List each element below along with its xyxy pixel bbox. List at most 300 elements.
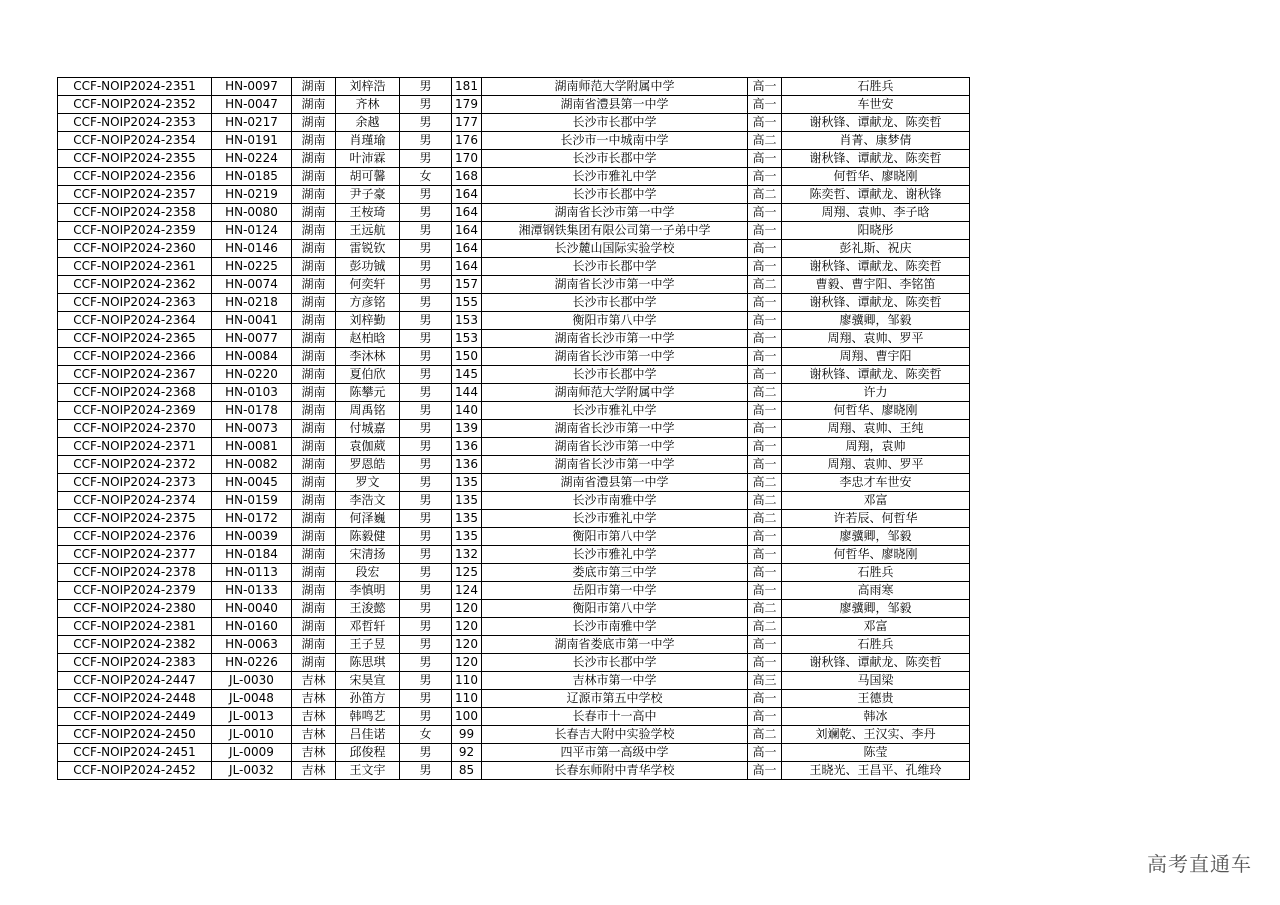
province-cell: 湖南 [292, 510, 336, 528]
province-cell: 湖南 [292, 420, 336, 438]
school-cell: 长沙市长郡中学 [482, 258, 748, 276]
gender-cell: 男 [400, 708, 452, 726]
province-cell: 湖南 [292, 600, 336, 618]
school-cell: 湖南省澧县第一中学 [482, 474, 748, 492]
school-cell: 长沙市长郡中学 [482, 150, 748, 168]
school-cell: 岳阳市第一中学 [482, 582, 748, 600]
contestant-id-cell: HN-0146 [212, 240, 292, 258]
coach-cell: 王晓光、王昌平、孔维玲 [782, 762, 970, 780]
score-cell: 135 [452, 528, 482, 546]
school-cell: 长沙市长郡中学 [482, 294, 748, 312]
school-cell: 衡阳市第八中学 [482, 312, 748, 330]
school-cell: 四平市第一高级中学 [482, 744, 748, 762]
school-cell: 湖南省长沙市第一中学 [482, 438, 748, 456]
school-cell: 长沙市雅礼中学 [482, 402, 748, 420]
contestant-id-cell: HN-0040 [212, 600, 292, 618]
score-cell: 85 [452, 762, 482, 780]
table-row [58, 402, 970, 420]
contestant-id-cell: HN-0081 [212, 438, 292, 456]
cert-id-cell: CCF-NOIP2024-2375 [58, 510, 212, 528]
watermark-text: 高考直通车 [1147, 852, 1252, 876]
gender-cell: 男 [400, 204, 452, 222]
coach-cell: 许力 [782, 384, 970, 402]
coach-cell: 周翔、袁帅、罗平 [782, 330, 970, 348]
score-cell: 164 [452, 222, 482, 240]
coach-cell: 韩冰 [782, 708, 970, 726]
gender-cell: 男 [400, 222, 452, 240]
contestant-id-cell: HN-0103 [212, 384, 292, 402]
contestant-id-cell: HN-0047 [212, 96, 292, 114]
table-row [58, 384, 970, 402]
cert-id-cell: CCF-NOIP2024-2377 [58, 546, 212, 564]
coach-cell: 曹毅、曹宇阳、李铭笛 [782, 276, 970, 294]
cert-id-cell: CCF-NOIP2024-2363 [58, 294, 212, 312]
province-cell: 湖南 [292, 528, 336, 546]
name-cell: 吕佳诺 [336, 726, 400, 744]
gender-cell: 男 [400, 690, 452, 708]
score-cell: 145 [452, 366, 482, 384]
school-cell: 湖南省长沙市第一中学 [482, 276, 748, 294]
score-cell: 100 [452, 708, 482, 726]
name-cell: 周禹铭 [336, 402, 400, 420]
coach-cell: 周翔、曹宇阳 [782, 348, 970, 366]
school-cell: 长沙市长郡中学 [482, 654, 748, 672]
gender-cell: 男 [400, 762, 452, 780]
contestant-id-cell: HN-0160 [212, 618, 292, 636]
school-cell: 湖南省澧县第一中学 [482, 96, 748, 114]
cert-id-cell: CCF-NOIP2024-2380 [58, 600, 212, 618]
name-cell: 陈攀元 [336, 384, 400, 402]
grade-cell: 高一 [748, 438, 782, 456]
grade-cell: 高二 [748, 276, 782, 294]
table-row [58, 330, 970, 348]
score-cell: 120 [452, 636, 482, 654]
school-cell: 娄底市第三中学 [482, 564, 748, 582]
grade-cell: 高一 [748, 96, 782, 114]
table-row [58, 744, 970, 762]
province-cell: 湖南 [292, 312, 336, 330]
score-cell: 99 [452, 726, 482, 744]
gender-cell: 男 [400, 132, 452, 150]
grade-cell: 高一 [748, 258, 782, 276]
coach-cell: 何哲华、廖晓刚 [782, 546, 970, 564]
contestant-id-cell: JL-0032 [212, 762, 292, 780]
gender-cell: 男 [400, 78, 452, 96]
contestant-id-cell: HN-0184 [212, 546, 292, 564]
gender-cell: 男 [400, 420, 452, 438]
table-row [58, 600, 970, 618]
gender-cell: 女 [400, 168, 452, 186]
score-cell: 181 [452, 78, 482, 96]
grade-cell: 高二 [748, 618, 782, 636]
province-cell: 吉林 [292, 762, 336, 780]
table-row [58, 654, 970, 672]
coach-cell: 石胜兵 [782, 78, 970, 96]
table-row [58, 438, 970, 456]
contestant-id-cell: HN-0225 [212, 258, 292, 276]
contestant-id-cell: HN-0224 [212, 150, 292, 168]
coach-cell: 何哲华、廖晓刚 [782, 168, 970, 186]
province-cell: 湖南 [292, 96, 336, 114]
province-cell: 吉林 [292, 744, 336, 762]
coach-cell: 李忠才车世安 [782, 474, 970, 492]
gender-cell: 男 [400, 402, 452, 420]
cert-id-cell: CCF-NOIP2024-2448 [58, 690, 212, 708]
name-cell: 赵柏晗 [336, 330, 400, 348]
gender-cell: 男 [400, 240, 452, 258]
gender-cell: 男 [400, 510, 452, 528]
province-cell: 湖南 [292, 618, 336, 636]
name-cell: 李浩文 [336, 492, 400, 510]
contestant-id-cell: HN-0113 [212, 564, 292, 582]
table-row [58, 726, 970, 744]
name-cell: 孙笛方 [336, 690, 400, 708]
score-cell: 155 [452, 294, 482, 312]
table-row [58, 492, 970, 510]
grade-cell: 高二 [748, 492, 782, 510]
coach-cell: 谢秋锋、谭献龙、陈奕哲 [782, 654, 970, 672]
grade-cell: 高二 [748, 726, 782, 744]
school-cell: 衡阳市第八中学 [482, 528, 748, 546]
table-row [58, 294, 970, 312]
school-cell: 长沙市一中城南中学 [482, 132, 748, 150]
name-cell: 李慎明 [336, 582, 400, 600]
grade-cell: 高二 [748, 186, 782, 204]
gender-cell: 男 [400, 618, 452, 636]
contestant-id-cell: HN-0039 [212, 528, 292, 546]
coach-cell: 许若辰、何哲华 [782, 510, 970, 528]
contestant-id-cell: HN-0097 [212, 78, 292, 96]
score-cell: 124 [452, 582, 482, 600]
school-cell: 湖南省长沙市第一中学 [482, 330, 748, 348]
school-cell: 长沙市雅礼中学 [482, 546, 748, 564]
grade-cell: 高一 [748, 636, 782, 654]
gender-cell: 男 [400, 654, 452, 672]
school-cell: 长沙市长郡中学 [482, 366, 748, 384]
gender-cell: 男 [400, 294, 452, 312]
province-cell: 湖南 [292, 132, 336, 150]
coach-cell: 周翔、袁帅、罗平 [782, 456, 970, 474]
name-cell: 彭功铖 [336, 258, 400, 276]
contestant-id-cell: HN-0073 [212, 420, 292, 438]
contestant-id-cell: HN-0133 [212, 582, 292, 600]
cert-id-cell: CCF-NOIP2024-2378 [58, 564, 212, 582]
table-row [58, 474, 970, 492]
name-cell: 李沐林 [336, 348, 400, 366]
table-row [58, 240, 970, 258]
coach-cell: 石胜兵 [782, 564, 970, 582]
coach-cell: 邓富 [782, 618, 970, 636]
grade-cell: 高一 [748, 366, 782, 384]
grade-cell: 高一 [748, 528, 782, 546]
cert-id-cell: CCF-NOIP2024-2370 [58, 420, 212, 438]
cert-id-cell: CCF-NOIP2024-2379 [58, 582, 212, 600]
gender-cell: 男 [400, 744, 452, 762]
gender-cell: 男 [400, 258, 452, 276]
contestant-id-cell: JL-0010 [212, 726, 292, 744]
name-cell: 夏伯欣 [336, 366, 400, 384]
cert-id-cell: CCF-NOIP2024-2353 [58, 114, 212, 132]
grade-cell: 高三 [748, 672, 782, 690]
coach-cell: 何哲华、廖晓刚 [782, 402, 970, 420]
name-cell: 叶沛霖 [336, 150, 400, 168]
school-cell: 长沙市雅礼中学 [482, 168, 748, 186]
school-cell: 湖南省娄底市第一中学 [482, 636, 748, 654]
grade-cell: 高一 [748, 168, 782, 186]
cert-id-cell: CCF-NOIP2024-2367 [58, 366, 212, 384]
contestant-id-cell: HN-0219 [212, 186, 292, 204]
table-row [58, 186, 970, 204]
grade-cell: 高一 [748, 348, 782, 366]
grade-cell: 高一 [748, 240, 782, 258]
grade-cell: 高一 [748, 420, 782, 438]
contestant-id-cell: HN-0178 [212, 402, 292, 420]
gender-cell: 男 [400, 348, 452, 366]
coach-cell: 周翔、袁帅、王纯 [782, 420, 970, 438]
cert-id-cell: CCF-NOIP2024-2362 [58, 276, 212, 294]
table-row [58, 222, 970, 240]
results-table [57, 77, 970, 780]
score-cell: 176 [452, 132, 482, 150]
score-cell: 132 [452, 546, 482, 564]
coach-cell: 廖骥卿，邹毅 [782, 528, 970, 546]
contestant-id-cell: JL-0009 [212, 744, 292, 762]
province-cell: 湖南 [292, 222, 336, 240]
province-cell: 湖南 [292, 294, 336, 312]
coach-cell: 陈奕哲、谭献龙、谢秋锋 [782, 186, 970, 204]
cert-id-cell: CCF-NOIP2024-2383 [58, 654, 212, 672]
table-row [58, 690, 970, 708]
gender-cell: 男 [400, 150, 452, 168]
coach-cell: 谢秋锋、谭献龙、陈奕哲 [782, 294, 970, 312]
coach-cell: 阳晓彤 [782, 222, 970, 240]
grade-cell: 高一 [748, 330, 782, 348]
province-cell: 湖南 [292, 78, 336, 96]
score-cell: 135 [452, 510, 482, 528]
name-cell: 王文宇 [336, 762, 400, 780]
school-cell: 长沙市长郡中学 [482, 186, 748, 204]
table-row [58, 672, 970, 690]
score-cell: 125 [452, 564, 482, 582]
contestant-id-cell: HN-0082 [212, 456, 292, 474]
contestant-id-cell: HN-0191 [212, 132, 292, 150]
name-cell: 胡可馨 [336, 168, 400, 186]
province-cell: 湖南 [292, 564, 336, 582]
province-cell: 湖南 [292, 654, 336, 672]
gender-cell: 女 [400, 726, 452, 744]
name-cell: 罗文 [336, 474, 400, 492]
province-cell: 湖南 [292, 114, 336, 132]
contestant-id-cell: HN-0217 [212, 114, 292, 132]
grade-cell: 高一 [748, 708, 782, 726]
province-cell: 湖南 [292, 402, 336, 420]
table-row [58, 276, 970, 294]
gender-cell: 男 [400, 312, 452, 330]
province-cell: 湖南 [292, 582, 336, 600]
school-cell: 湖南省长沙市第一中学 [482, 348, 748, 366]
cert-id-cell: CCF-NOIP2024-2360 [58, 240, 212, 258]
school-cell: 湖南师范大学附属中学 [482, 78, 748, 96]
coach-cell: 廖骥卿，邹毅 [782, 600, 970, 618]
cert-id-cell: CCF-NOIP2024-2369 [58, 402, 212, 420]
province-cell: 吉林 [292, 726, 336, 744]
grade-cell: 高一 [748, 312, 782, 330]
cert-id-cell: CCF-NOIP2024-2371 [58, 438, 212, 456]
grade-cell: 高一 [748, 582, 782, 600]
cert-id-cell: CCF-NOIP2024-2359 [58, 222, 212, 240]
grade-cell: 高一 [748, 762, 782, 780]
coach-cell: 高雨寒 [782, 582, 970, 600]
contestant-id-cell: HN-0159 [212, 492, 292, 510]
grade-cell: 高二 [748, 474, 782, 492]
coach-cell: 王德贵 [782, 690, 970, 708]
province-cell: 吉林 [292, 672, 336, 690]
grade-cell: 高一 [748, 546, 782, 564]
table-row [58, 96, 970, 114]
coach-cell: 石胜兵 [782, 636, 970, 654]
coach-cell: 谢秋锋、谭献龙、陈奕哲 [782, 258, 970, 276]
contestant-id-cell: HN-0218 [212, 294, 292, 312]
school-cell: 长沙市雅礼中学 [482, 510, 748, 528]
grade-cell: 高一 [748, 690, 782, 708]
coach-cell: 陈莹 [782, 744, 970, 762]
score-cell: 110 [452, 672, 482, 690]
score-cell: 120 [452, 618, 482, 636]
score-cell: 144 [452, 384, 482, 402]
cert-id-cell: CCF-NOIP2024-2351 [58, 78, 212, 96]
gender-cell: 男 [400, 582, 452, 600]
cert-id-cell: CCF-NOIP2024-2352 [58, 96, 212, 114]
school-cell: 长沙市南雅中学 [482, 492, 748, 510]
contestant-id-cell: HN-0185 [212, 168, 292, 186]
grade-cell: 高一 [748, 402, 782, 420]
coach-cell: 肖菁、康梦倩 [782, 132, 970, 150]
name-cell: 王远航 [336, 222, 400, 240]
coach-cell: 马国梁 [782, 672, 970, 690]
province-cell: 湖南 [292, 366, 336, 384]
cert-id-cell: CCF-NOIP2024-2374 [58, 492, 212, 510]
grade-cell: 高一 [748, 456, 782, 474]
province-cell: 湖南 [292, 474, 336, 492]
name-cell: 何奕轩 [336, 276, 400, 294]
score-cell: 92 [452, 744, 482, 762]
score-cell: 120 [452, 654, 482, 672]
cert-id-cell: CCF-NOIP2024-2447 [58, 672, 212, 690]
grade-cell: 高一 [748, 78, 782, 96]
province-cell: 湖南 [292, 240, 336, 258]
cert-id-cell: CCF-NOIP2024-2452 [58, 762, 212, 780]
table-row [58, 582, 970, 600]
school-cell: 衡阳市第八中学 [482, 600, 748, 618]
name-cell: 齐林 [336, 96, 400, 114]
coach-cell: 谢秋锋、谭献龙、陈奕哲 [782, 114, 970, 132]
cert-id-cell: CCF-NOIP2024-2451 [58, 744, 212, 762]
name-cell: 韩鸣艺 [336, 708, 400, 726]
cert-id-cell: CCF-NOIP2024-2373 [58, 474, 212, 492]
cert-id-cell: CCF-NOIP2024-2361 [58, 258, 212, 276]
table-row [58, 312, 970, 330]
school-cell: 湖南省长沙市第一中学 [482, 456, 748, 474]
cert-id-cell: CCF-NOIP2024-2355 [58, 150, 212, 168]
table-row [58, 528, 970, 546]
school-cell: 长春东师附中青华学校 [482, 762, 748, 780]
name-cell: 肖瑾瑜 [336, 132, 400, 150]
contestant-id-cell: JL-0048 [212, 690, 292, 708]
cert-id-cell: CCF-NOIP2024-2357 [58, 186, 212, 204]
table-row [58, 150, 970, 168]
grade-cell: 高二 [748, 132, 782, 150]
name-cell: 付城嘉 [336, 420, 400, 438]
table-row [58, 456, 970, 474]
school-cell: 辽源市第五中学校 [482, 690, 748, 708]
cert-id-cell: CCF-NOIP2024-2381 [58, 618, 212, 636]
gender-cell: 男 [400, 366, 452, 384]
table-row [58, 258, 970, 276]
contestant-id-cell: HN-0220 [212, 366, 292, 384]
province-cell: 湖南 [292, 456, 336, 474]
coach-cell: 车世安 [782, 96, 970, 114]
score-cell: 120 [452, 600, 482, 618]
grade-cell: 高二 [748, 384, 782, 402]
school-cell: 长沙麓山国际实验学校 [482, 240, 748, 258]
coach-cell: 谢秋锋、谭献龙、陈奕哲 [782, 150, 970, 168]
school-cell: 湖南省长沙市第一中学 [482, 420, 748, 438]
name-cell: 王子昱 [336, 636, 400, 654]
province-cell: 湖南 [292, 204, 336, 222]
grade-cell: 高一 [748, 114, 782, 132]
gender-cell: 男 [400, 528, 452, 546]
province-cell: 湖南 [292, 492, 336, 510]
contestant-id-cell: JL-0030 [212, 672, 292, 690]
coach-cell: 周翔、袁帅、李子晗 [782, 204, 970, 222]
province-cell: 湖南 [292, 348, 336, 366]
cert-id-cell: CCF-NOIP2024-2366 [58, 348, 212, 366]
school-cell: 长沙市南雅中学 [482, 618, 748, 636]
school-cell: 湖南师范大学附属中学 [482, 384, 748, 402]
score-cell: 139 [452, 420, 482, 438]
grade-cell: 高一 [748, 150, 782, 168]
name-cell: 宋昊宣 [336, 672, 400, 690]
gender-cell: 男 [400, 456, 452, 474]
gender-cell: 男 [400, 474, 452, 492]
gender-cell: 男 [400, 114, 452, 132]
score-cell: 153 [452, 330, 482, 348]
contestant-id-cell: HN-0226 [212, 654, 292, 672]
coach-cell: 廖骥卿，邹毅 [782, 312, 970, 330]
gender-cell: 男 [400, 438, 452, 456]
gender-cell: 男 [400, 492, 452, 510]
school-cell: 长沙市长郡中学 [482, 114, 748, 132]
table-row [58, 708, 970, 726]
school-cell: 湘潭钢铁集团有限公司第一子弟中学 [482, 222, 748, 240]
contestant-id-cell: HN-0077 [212, 330, 292, 348]
grade-cell: 高二 [748, 600, 782, 618]
table-row [58, 132, 970, 150]
table-body [58, 78, 970, 780]
cert-id-cell: CCF-NOIP2024-2449 [58, 708, 212, 726]
score-cell: 136 [452, 438, 482, 456]
score-cell: 136 [452, 456, 482, 474]
coach-cell: 周翔，袁帅 [782, 438, 970, 456]
province-cell: 湖南 [292, 168, 336, 186]
score-cell: 170 [452, 150, 482, 168]
province-cell: 湖南 [292, 258, 336, 276]
table-row [58, 366, 970, 384]
gender-cell: 男 [400, 600, 452, 618]
province-cell: 湖南 [292, 636, 336, 654]
table-row [58, 348, 970, 366]
score-cell: 135 [452, 492, 482, 510]
